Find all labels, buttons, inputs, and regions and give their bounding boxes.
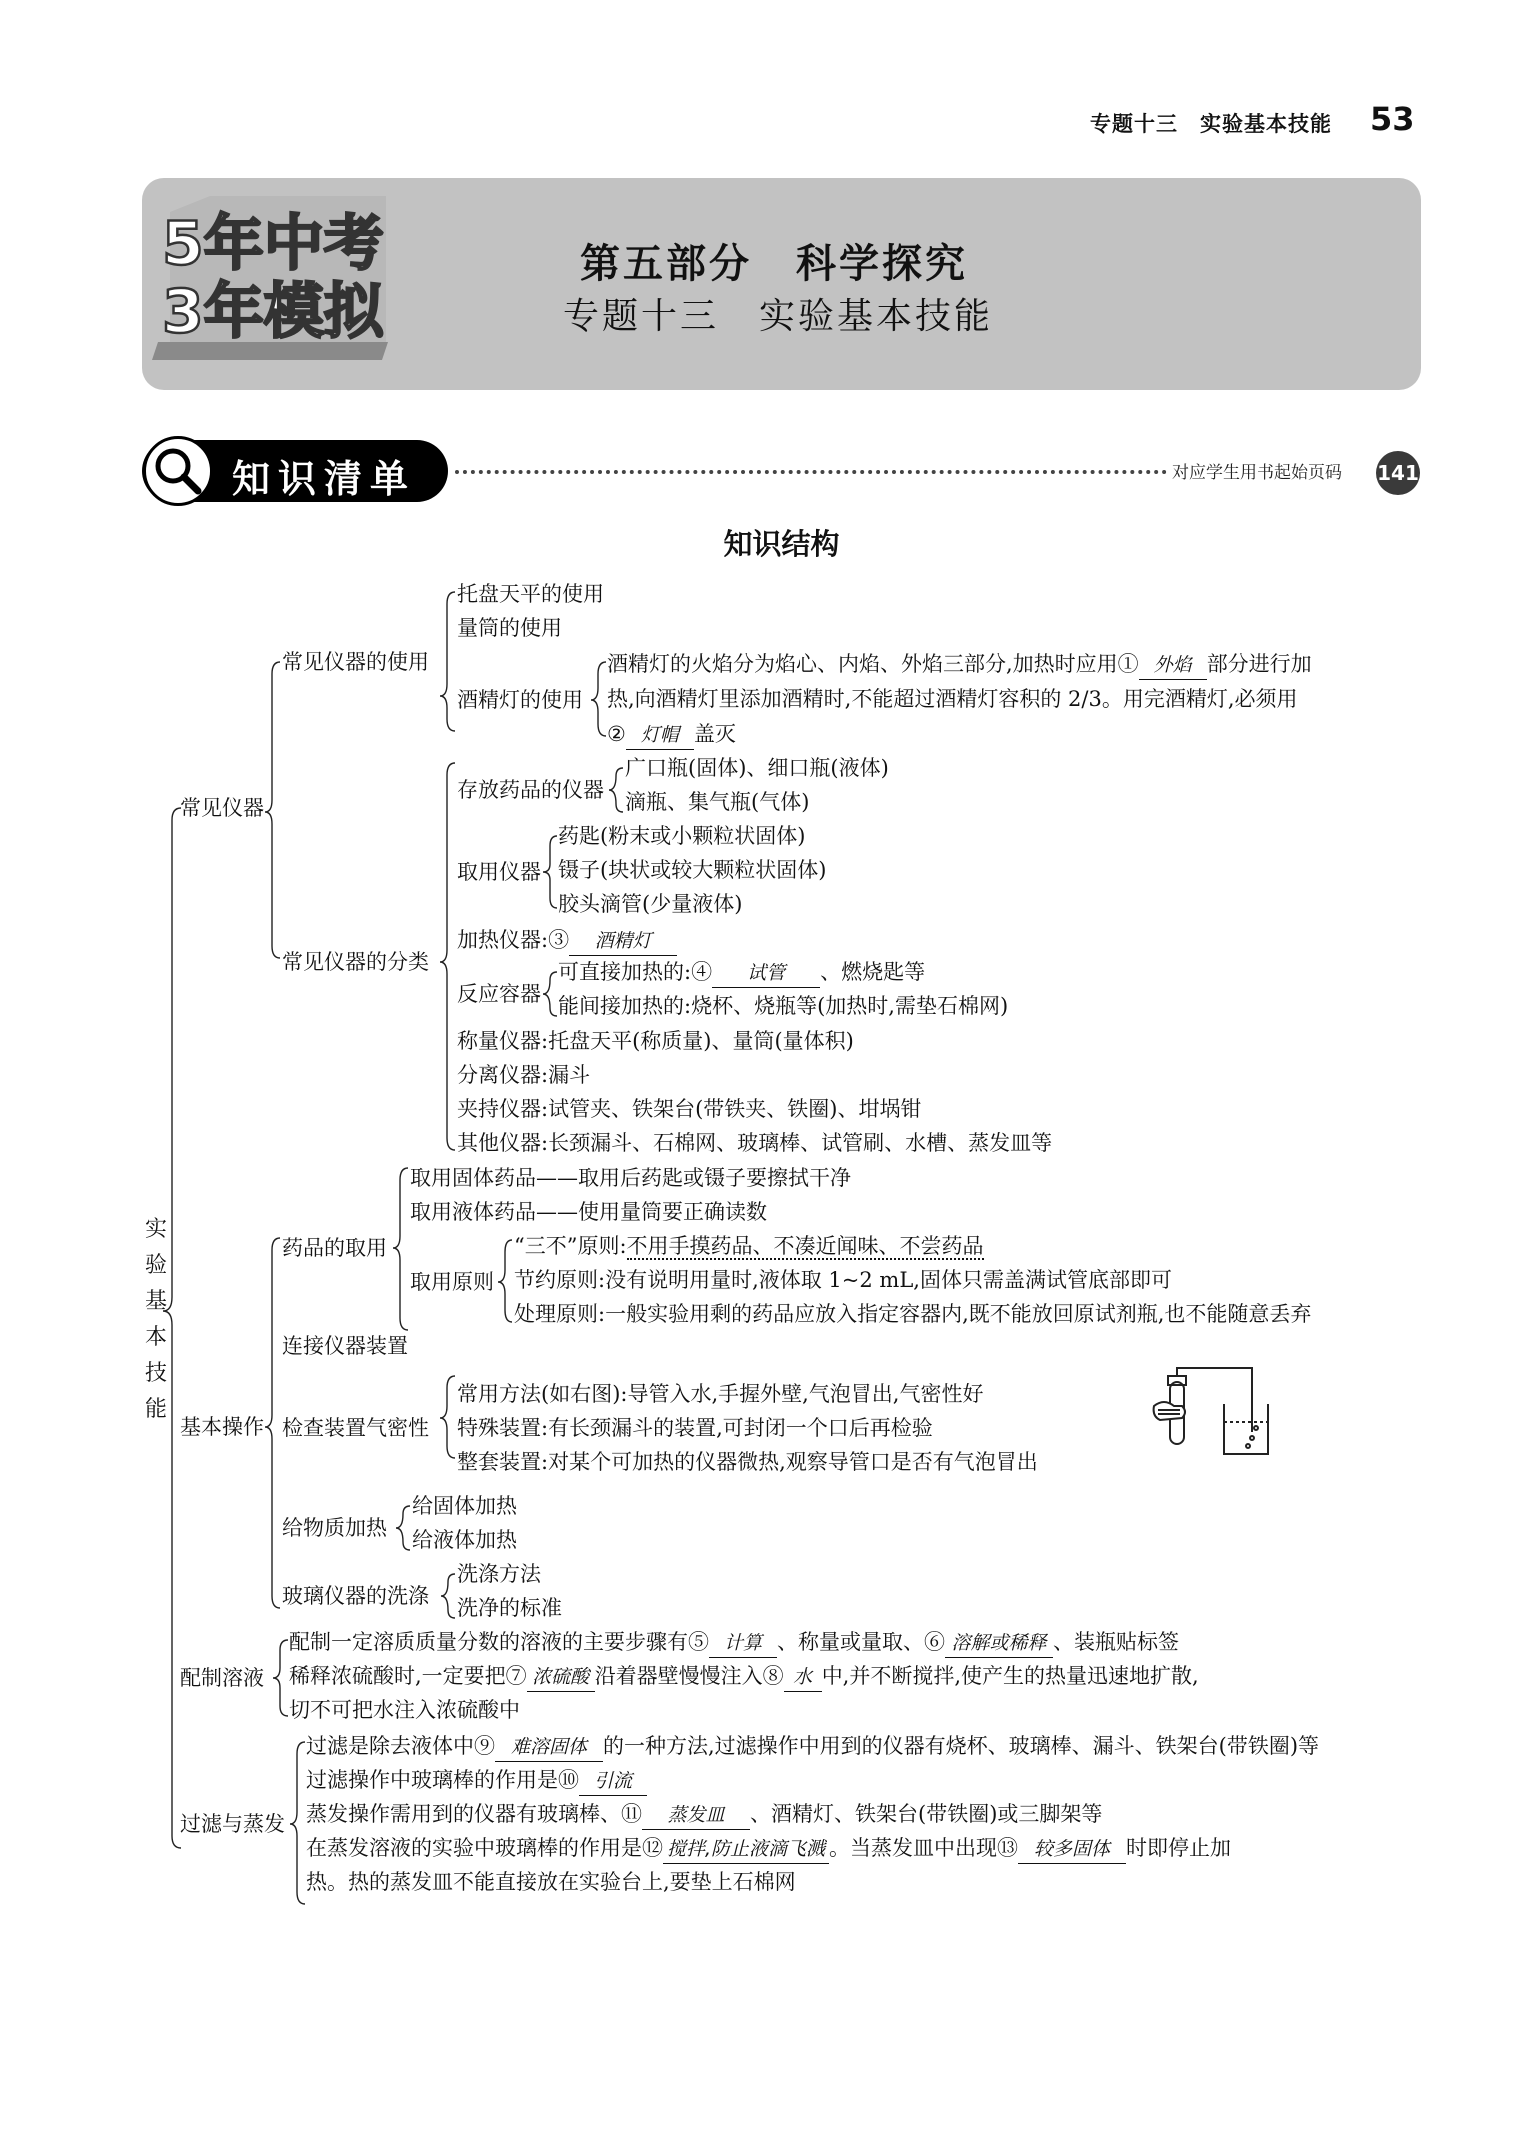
bracket-heat [396,1506,410,1550]
filt-3a: 蒸发操作需用到的仪器有玻璃棒、⑪ [306,1802,642,1826]
ops-connect: 连接仪器装置 [282,1334,408,1358]
l1-filtration: 过滤与蒸发 [180,1812,285,1836]
sol-line-2 [289,1662,1199,1692]
bracket-principle [498,1240,512,1322]
sol-line-1 [289,1628,1179,1658]
wash-standard: 洗净的标准 [457,1596,562,1620]
heat-solid: 给固体加热 [412,1494,517,1518]
check-3: 整套装置:对某个可加热的仪器微热,观察导管口是否有气泡冒出 [457,1450,1038,1474]
check-2: 特殊装置:有长颈漏斗的装置,可封闭一个口后再检验 [457,1416,933,1440]
bracket-sol [273,1640,288,1716]
bracket-react [543,972,557,1016]
bracket-class [440,763,455,1150]
react-text-1b: 、燃烧匙等 [820,960,926,984]
section-ref-text: 对应学生用书起始页码 [1172,463,1342,483]
wash-method: 洗涤方法 [457,1562,541,1586]
blank-4: 试管 [712,959,820,988]
drug-solid: 取用固体药品——取用后药匙或镊子要擦拭干净 [410,1166,851,1190]
banner-topic-title: 实验基本技能 [759,296,994,337]
lamp-text-1a: 酒精灯的火焰分为焰心、内焰、外焰三部分,加热时应用① [607,652,1139,676]
bracket-check [440,1376,455,1458]
take-label: 取用仪器 [457,860,541,884]
ops-drug: 药品的取用 [282,1236,387,1260]
blank-2: 灯帽 [626,721,694,750]
filt-line-2 [306,1766,647,1796]
take-item-2: 镊子(块状或较大颗粒状固体) [558,858,827,882]
filt-4a: 在蒸发溶液的实验中玻璃棒的作用是⑫ [306,1836,663,1860]
clamp-instrument: 夹持仪器:试管夹、铁架台(带铁夹、铁圈)、坩埚钳 [457,1097,922,1121]
heat-liquid: 给液体加热 [412,1528,517,1552]
lamp-line-2: 热,向酒精灯里添加酒精时,不能超过酒精灯容积的 2/3。用完酒精灯,必须用 [607,687,1298,711]
bracket-instruments [265,662,280,958]
sol-2b: 沿着器壁慢慢注入⑧ [594,1664,784,1688]
section-ref-page: 141 [1376,451,1420,495]
filt-line-1 [306,1732,1319,1762]
blank-13: 较多固体 [1018,1835,1126,1864]
l1-solution: 配制溶液 [180,1666,264,1690]
blank-11: 蒸发皿 [642,1801,750,1830]
take-item-1: 药匙(粉末或小颗粒状固体) [558,824,806,848]
filt-3b: 、酒精灯、铁架台(带铁圈)或三脚架等 [750,1802,1103,1826]
page-number: 53 [1370,100,1415,138]
blank-10: 引流 [579,1767,647,1796]
check-1: 常用方法(如右图):导管入水,手握外壁,气泡冒出,气密性好 [457,1382,984,1406]
root-label [144,1212,168,1428]
drug-liquid: 取用液体药品——使用量筒要正确读数 [410,1200,767,1224]
banner-topic: 专题十三 [563,296,720,337]
bracket-drug [393,1168,408,1330]
filt-4b: 。当蒸发皿中出现⑬ [829,1836,1019,1860]
blank-12: 搅拌,防止液滴飞溅 [663,1835,829,1864]
logo-line-1: 5年中考 [162,209,384,279]
other-instrument: 其他仪器:长颈漏斗、石棉网、玻璃棒、试管刷、水槽、蒸发皿等 [457,1131,1053,1155]
sol-1b: 、称量或量取、⑥ [777,1630,945,1654]
airtightness-diagram [1152,1362,1272,1466]
react-label: 反应容器 [457,982,541,1006]
bracket-take [543,836,557,908]
blank-7: 浓硫酸 [527,1663,595,1692]
bracket-filt [290,1742,305,1904]
bracket-storage [609,768,623,812]
running-chapter: 专题十三 [1090,112,1178,136]
bracket-wash [441,1574,455,1618]
principle-1 [514,1232,984,1260]
separate-instrument: 分离仪器:漏斗 [457,1063,591,1087]
lamp-line-1 [607,650,1312,680]
storage-item-1: 广口瓶(固体)、细口瓶(液体) [625,756,889,780]
lamp-text-1b: 部分进行加 [1206,652,1312,676]
filt-2a: 过滤操作中玻璃棒的作用是⑩ [306,1768,579,1792]
drug-principle: 取用原则 [410,1270,494,1294]
blank-9: 难溶固体 [495,1733,603,1762]
logo-line-2: 3年模拟 [162,277,384,347]
banner-part-title: 科学探究 [796,240,968,287]
filt-1a: 过滤是除去液体中⑨ [306,1734,495,1758]
blank-1: 外焰 [1139,651,1207,680]
sol-2c: 中,并不断搅拌,使产生的热量迅速地扩散, [821,1664,1199,1688]
section-title: 知识清单 [232,457,417,501]
inst-classify: 常见仪器的分类 [282,950,429,974]
root-label-text: 实验基本技能 [144,1217,167,1422]
react-text-1a: 可直接加热的:④ [558,960,713,984]
bracket-use [440,592,455,731]
heat-instrument [457,926,677,956]
principle-1b: 不用手摸药品、不凑近闻味、不尝药品 [626,1234,984,1258]
filt-line-3 [306,1800,1102,1830]
sol-1a: 配制一定溶质质量分数的溶液的主要步骤有⑤ [289,1630,709,1654]
lamp-line-3 [607,720,736,750]
principle-3: 处理原则:一般实验用剩的药品应放入指定容器内,既不能放回原试剂瓶,也不能随意丢弃 [514,1302,1312,1326]
sol-1c: 、装瓶贴标签 [1053,1630,1179,1654]
banner-part: 第五部分 [580,240,752,287]
sol-line-3: 切不可把水注入浓硫酸中 [289,1698,520,1722]
blank-3: 酒精灯 [569,927,677,956]
filt-line-5: 热。热的蒸发皿不能直接放在实验台上,要垫上石棉网 [306,1870,796,1894]
bracket-ops [265,1238,280,1608]
bracket-lamp [591,662,606,736]
principle-1a: “三不”原则: [514,1234,627,1258]
storage-label: 存放药品的仪器 [457,778,604,802]
filt-1b: 的一种方法,过滤操作中用到的仪器有烧杯、玻璃棒、漏斗、铁架台(带铁圈)等 [603,1734,1320,1758]
lamp-text-3a: ② [607,722,626,746]
sol-2a: 稀释浓硫酸时,一定要把⑦ [289,1664,527,1688]
ops-wash: 玻璃仪器的洗涤 [282,1584,429,1608]
use-item-cylinder: 量筒的使用 [457,616,562,640]
l1-instruments: 常见仪器 [180,796,264,820]
heat-text: 加热仪器:③ [457,928,570,952]
take-item-3: 胶头滴管(少量液体) [558,892,743,916]
running-chapter-title: 实验基本技能 [1200,112,1332,136]
blank-8: 水 [784,1663,822,1692]
ops-heat: 给物质加热 [282,1516,387,1540]
weigh-instrument: 称量仪器:托盘天平(称质量)、量筒(量体积) [457,1029,854,1053]
inst-use: 常见仪器的使用 [282,650,429,674]
filt-line-4 [306,1834,1231,1864]
filt-4c: 时即停止加 [1126,1836,1232,1860]
react-item-1 [558,958,925,988]
use-item-lamp: 酒精灯的使用 [457,688,583,712]
react-item-2: 能间接加热的:烧杯、烧瓶等(加热时,需垫石棉网) [558,994,1009,1018]
storage-item-2: 滴瓶、集气瓶(气体) [625,790,810,814]
blank-6: 溶解或稀释 [945,1629,1053,1658]
ops-check: 检查装置气密性 [282,1416,429,1440]
blank-5: 计算 [709,1629,777,1658]
l1-operations: 基本操作 [180,1415,264,1439]
lamp-text-3b: 盖灭 [693,722,736,746]
structure-heading: 知识结构 [723,527,840,561]
use-item-balance: 托盘天平的使用 [457,582,604,606]
principle-2: 节约原则:没有说明用量时,液体取 1~2 mL,固体只需盖满试管底部即可 [514,1268,1172,1292]
